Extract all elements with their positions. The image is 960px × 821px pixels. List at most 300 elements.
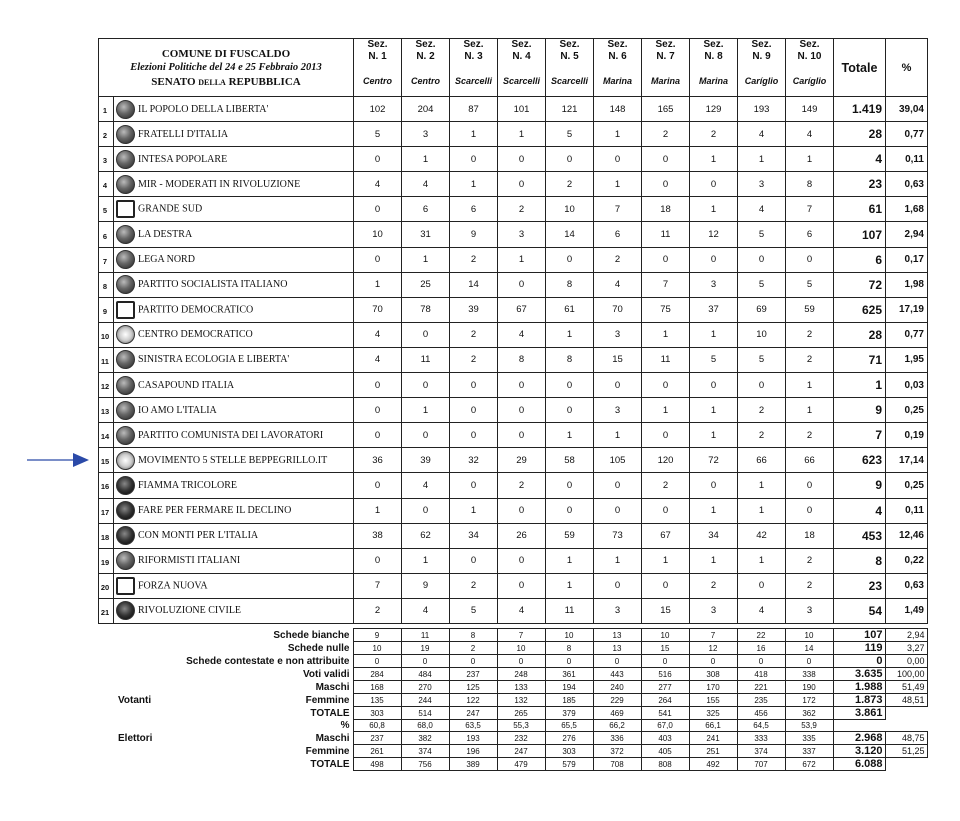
vote-cell: 4 bbox=[402, 598, 450, 623]
vote-cell: 26 bbox=[498, 523, 546, 548]
party-name: IL POPOLO DELLA LIBERTA' bbox=[138, 103, 269, 115]
summary-cell: 492 bbox=[689, 758, 737, 771]
vote-cell: 0 bbox=[738, 573, 786, 598]
vote-cell: 1 bbox=[450, 172, 498, 197]
vote-cell: 36 bbox=[354, 448, 402, 473]
summary-total: 3.861 bbox=[833, 707, 885, 720]
vote-cell: 101 bbox=[498, 97, 546, 122]
vote-cell: 1 bbox=[450, 498, 498, 523]
vote-cell: 4 bbox=[786, 122, 834, 147]
vote-cell: 4 bbox=[738, 197, 786, 222]
summary-cell: 0 bbox=[641, 655, 689, 668]
vote-cell: 0 bbox=[594, 473, 642, 498]
summary-cell: 479 bbox=[497, 758, 545, 771]
party-number: 4 bbox=[99, 172, 114, 197]
arrow-right-icon bbox=[27, 452, 91, 468]
vote-cell: 0 bbox=[450, 548, 498, 573]
party-number: 11 bbox=[99, 347, 114, 372]
summary-cell: 469 bbox=[593, 707, 641, 720]
vote-cell: 87 bbox=[450, 97, 498, 122]
vote-cell: 5 bbox=[738, 272, 786, 297]
party-row bbox=[99, 347, 928, 372]
party-number: 2 bbox=[99, 122, 114, 147]
summary-cell: 68,0 bbox=[401, 720, 449, 732]
vote-cell: 11 bbox=[546, 598, 594, 623]
summary-cell: 338 bbox=[785, 668, 833, 681]
elettori-totale-row bbox=[98, 758, 927, 771]
vote-cell: 2 bbox=[738, 398, 786, 423]
summary-cell: 66,1 bbox=[689, 720, 737, 732]
vote-cell: 66 bbox=[786, 448, 834, 473]
summary-cell: 8 bbox=[545, 642, 593, 655]
vote-cell: 5 bbox=[738, 347, 786, 372]
party-total: 9 bbox=[834, 473, 886, 498]
summary-cell: 12 bbox=[689, 642, 737, 655]
party-total: 23 bbox=[834, 172, 886, 197]
section-header: Sez. N. 4 Scarcelli bbox=[498, 39, 546, 97]
votanti-maschi-row-label: Maschi bbox=[315, 681, 350, 693]
pcl-logo bbox=[116, 426, 135, 445]
vote-cell: 1 bbox=[546, 322, 594, 347]
vote-cell: 204 bbox=[402, 97, 450, 122]
vote-cell: 4 bbox=[498, 322, 546, 347]
party-number: 20 bbox=[99, 573, 114, 598]
vote-cell: 0 bbox=[402, 498, 450, 523]
summary-cell: 221 bbox=[737, 681, 785, 694]
summary-percent: 48,75 bbox=[885, 732, 927, 745]
party-name-cell bbox=[114, 247, 354, 272]
party-row bbox=[99, 297, 928, 322]
summary-cell: 264 bbox=[641, 694, 689, 707]
vote-cell: 1 bbox=[546, 423, 594, 448]
summary-cell: 10 bbox=[545, 629, 593, 642]
vote-cell: 2 bbox=[498, 197, 546, 222]
party-percent: 1,98 bbox=[886, 272, 928, 297]
summary-cell: 14 bbox=[785, 642, 833, 655]
pdl-logo bbox=[116, 100, 135, 119]
party-row bbox=[99, 498, 928, 523]
party-name-cell bbox=[114, 347, 354, 372]
elettori-maschi-row bbox=[98, 732, 927, 745]
schede-nulle-row-label: Schede nulle bbox=[287, 642, 350, 654]
summary-cell: 261 bbox=[353, 745, 401, 758]
summary-cell: 122 bbox=[449, 694, 497, 707]
party-total: 4 bbox=[834, 498, 886, 523]
vote-cell: 0 bbox=[690, 473, 738, 498]
vote-cell: 2 bbox=[786, 573, 834, 598]
party-name-cell bbox=[114, 97, 354, 122]
summary-percent: 2,94 bbox=[885, 629, 927, 642]
vote-cell: 0 bbox=[354, 473, 402, 498]
summary-cell: 15 bbox=[641, 642, 689, 655]
section-header: Sez. N. 2 Centro bbox=[402, 39, 450, 97]
vote-cell: 0 bbox=[690, 172, 738, 197]
summary-percent: 3,27 bbox=[885, 642, 927, 655]
summary-total: 0 bbox=[833, 655, 885, 668]
vote-cell: 0 bbox=[402, 322, 450, 347]
vote-cell: 72 bbox=[690, 448, 738, 473]
vote-cell: 0 bbox=[786, 247, 834, 272]
vote-cell: 37 bbox=[690, 297, 738, 322]
vote-cell: 9 bbox=[402, 573, 450, 598]
vote-cell: 0 bbox=[786, 473, 834, 498]
summary-cell: 67,0 bbox=[641, 720, 689, 732]
vote-cell: 4 bbox=[738, 122, 786, 147]
vote-cell: 0 bbox=[498, 573, 546, 598]
section-header: Sez. N. 1 Centro bbox=[354, 39, 402, 97]
party-name-cell bbox=[114, 398, 354, 423]
summary-cell: 237 bbox=[449, 668, 497, 681]
vote-cell: 0 bbox=[594, 573, 642, 598]
party-total: 71 bbox=[834, 347, 886, 372]
vote-cell: 3 bbox=[690, 598, 738, 623]
vote-cell: 2 bbox=[786, 322, 834, 347]
party-name: MOVIMENTO 5 STELLE BEPPEGRILLO.IT bbox=[138, 454, 328, 466]
votanti-maschi-row bbox=[98, 681, 927, 694]
vote-cell: 5 bbox=[354, 122, 402, 147]
vote-cell: 1 bbox=[402, 398, 450, 423]
summary-cell: 303 bbox=[353, 707, 401, 720]
summary-cell: 229 bbox=[593, 694, 641, 707]
vote-cell: 2 bbox=[450, 247, 498, 272]
summary-table bbox=[98, 628, 928, 771]
votanti-totale-row-label: TOTALE bbox=[310, 707, 350, 719]
summary-percent: 48,51 bbox=[885, 694, 927, 707]
summary-total: 3.120 bbox=[833, 745, 885, 758]
party-row bbox=[99, 573, 928, 598]
vote-cell: 1 bbox=[642, 548, 690, 573]
summary-cell: 55,3 bbox=[497, 720, 545, 732]
vote-cell: 14 bbox=[450, 272, 498, 297]
vote-cell: 1 bbox=[642, 398, 690, 423]
section-header: Sez. N. 3 Scarcelli bbox=[450, 39, 498, 97]
vote-cell: 0 bbox=[498, 498, 546, 523]
vote-cell: 10 bbox=[546, 197, 594, 222]
summary-cell: 196 bbox=[449, 745, 497, 758]
summary-cell: 756 bbox=[401, 758, 449, 771]
summary-cell: 308 bbox=[689, 668, 737, 681]
party-number: 17 bbox=[99, 498, 114, 523]
party-name-cell bbox=[114, 523, 354, 548]
votanti-totale-row bbox=[98, 707, 927, 720]
vote-cell: 2 bbox=[546, 172, 594, 197]
party-percent: 0,11 bbox=[886, 147, 928, 172]
party-total: 28 bbox=[834, 322, 886, 347]
vote-cell: 1 bbox=[690, 398, 738, 423]
summary-cell: 418 bbox=[737, 668, 785, 681]
party-name: SINISTRA ECOLOGIA E LIBERTA' bbox=[138, 354, 290, 366]
party-total: 7 bbox=[834, 423, 886, 448]
party-total: 107 bbox=[834, 222, 886, 247]
vote-cell: 4 bbox=[738, 598, 786, 623]
party-total: 61 bbox=[834, 197, 886, 222]
summary-cell: 276 bbox=[545, 732, 593, 745]
vote-cell: 4 bbox=[354, 322, 402, 347]
summary-total: 119 bbox=[833, 642, 885, 655]
party-name: MIR - MODERATI IN RIVOLUZIONE bbox=[138, 178, 301, 190]
summary-cell: 65,5 bbox=[545, 720, 593, 732]
summary-cell: 372 bbox=[593, 745, 641, 758]
forza-nuova-logo bbox=[116, 577, 135, 595]
section-header: Sez. N. 5 Scarcelli bbox=[546, 39, 594, 97]
summary-total: 3.635 bbox=[833, 668, 885, 681]
vote-cell: 0 bbox=[594, 147, 642, 172]
vote-cell: 39 bbox=[450, 297, 498, 322]
grande-sud-logo bbox=[116, 200, 135, 218]
vote-cell: 66 bbox=[738, 448, 786, 473]
party-name: GRANDE SUD bbox=[138, 203, 203, 215]
rivoluzione-civile-logo bbox=[116, 601, 135, 620]
party-row bbox=[99, 322, 928, 347]
party-total: 625 bbox=[834, 297, 886, 322]
vote-cell: 2 bbox=[786, 548, 834, 573]
summary-cell: 374 bbox=[737, 745, 785, 758]
vote-cell: 0 bbox=[450, 398, 498, 423]
party-name-cell bbox=[114, 222, 354, 247]
summary-cell: 707 bbox=[737, 758, 785, 771]
party-row bbox=[99, 448, 928, 473]
summary-cell: 0 bbox=[449, 655, 497, 668]
vote-cell: 10 bbox=[738, 322, 786, 347]
summary-cell: 708 bbox=[593, 758, 641, 771]
vote-cell: 3 bbox=[738, 172, 786, 197]
summary-percent: 100,00 bbox=[885, 668, 927, 681]
vote-cell: 0 bbox=[690, 373, 738, 398]
vote-cell: 0 bbox=[546, 498, 594, 523]
total-header: Totale bbox=[834, 39, 886, 97]
vote-cell: 5 bbox=[738, 222, 786, 247]
summary-cell: 2 bbox=[449, 642, 497, 655]
party-name-cell bbox=[114, 548, 354, 573]
schede-bianche-row bbox=[98, 629, 927, 642]
summary-cell: 247 bbox=[449, 707, 497, 720]
vote-cell: 32 bbox=[450, 448, 498, 473]
vote-cell: 121 bbox=[546, 97, 594, 122]
vote-cell: 18 bbox=[786, 523, 834, 548]
vote-cell: 3 bbox=[594, 598, 642, 623]
vote-cell: 1 bbox=[594, 548, 642, 573]
summary-cell: 247 bbox=[497, 745, 545, 758]
vote-cell: 0 bbox=[594, 498, 642, 523]
vote-cell: 1 bbox=[546, 573, 594, 598]
vote-cell: 0 bbox=[450, 147, 498, 172]
summary-cell: 248 bbox=[497, 668, 545, 681]
party-name: LA DESTRA bbox=[138, 229, 193, 241]
summary-cell: 8 bbox=[449, 629, 497, 642]
vote-cell: 25 bbox=[402, 272, 450, 297]
party-percent: 0,25 bbox=[886, 398, 928, 423]
vote-cell: 0 bbox=[354, 373, 402, 398]
vote-cell: 6 bbox=[450, 197, 498, 222]
party-row bbox=[99, 222, 928, 247]
vote-cell: 1 bbox=[690, 548, 738, 573]
vote-cell: 10 bbox=[354, 222, 402, 247]
party-name-cell bbox=[114, 598, 354, 623]
party-name-cell bbox=[114, 147, 354, 172]
voti-validi-row-label: Voti validi bbox=[303, 668, 350, 680]
vote-cell: 2 bbox=[738, 423, 786, 448]
vote-cell: 120 bbox=[642, 448, 690, 473]
party-name: FORZA NUOVA bbox=[138, 580, 208, 592]
vote-cell: 1 bbox=[546, 548, 594, 573]
summary-cell: 335 bbox=[785, 732, 833, 745]
party-row bbox=[99, 172, 928, 197]
summary-cell: 237 bbox=[353, 732, 401, 745]
vote-cell: 4 bbox=[594, 272, 642, 297]
party-number: 18 bbox=[99, 523, 114, 548]
summary-total: 6.088 bbox=[833, 758, 885, 771]
party-name: FIAMMA TRICOLORE bbox=[138, 479, 237, 491]
party-total: 9 bbox=[834, 398, 886, 423]
title-elezioni: Elezioni Politiche del 24 e 25 Febbraio 2013 bbox=[130, 61, 322, 73]
summary-cell: 405 bbox=[641, 745, 689, 758]
mir-logo bbox=[116, 175, 135, 194]
party-name: CENTRO DEMOCRATICO bbox=[138, 329, 253, 341]
summary-cell: 9 bbox=[353, 629, 401, 642]
vote-cell: 11 bbox=[642, 222, 690, 247]
vote-cell: 78 bbox=[402, 297, 450, 322]
vote-cell: 2 bbox=[642, 473, 690, 498]
party-percent: 1,68 bbox=[886, 197, 928, 222]
summary-cell: 10 bbox=[353, 642, 401, 655]
summary-cell: 170 bbox=[689, 681, 737, 694]
vote-cell: 1 bbox=[690, 322, 738, 347]
summary-cell: 132 bbox=[497, 694, 545, 707]
m5s-logo bbox=[116, 451, 135, 470]
party-row bbox=[99, 598, 928, 623]
vote-cell: 61 bbox=[546, 297, 594, 322]
party-percent: 0,19 bbox=[886, 423, 928, 448]
party-total: 23 bbox=[834, 573, 886, 598]
vote-cell: 2 bbox=[786, 347, 834, 372]
vote-cell: 42 bbox=[738, 523, 786, 548]
section-header: Sez. N. 7 Marina bbox=[642, 39, 690, 97]
vote-cell: 1 bbox=[738, 473, 786, 498]
vote-cell: 7 bbox=[642, 272, 690, 297]
party-name: FARE PER FERMARE IL DECLINO bbox=[138, 505, 292, 517]
vote-cell: 7 bbox=[786, 197, 834, 222]
vote-cell: 0 bbox=[738, 247, 786, 272]
vote-cell: 5 bbox=[450, 598, 498, 623]
vote-cell: 29 bbox=[498, 448, 546, 473]
party-name-cell bbox=[114, 473, 354, 498]
vote-cell: 0 bbox=[786, 498, 834, 523]
party-row bbox=[99, 398, 928, 423]
summary-cell: 0 bbox=[737, 655, 785, 668]
party-name: CASAPOUND ITALIA bbox=[138, 379, 235, 391]
vote-cell: 70 bbox=[354, 297, 402, 322]
vote-cell: 0 bbox=[546, 398, 594, 423]
vote-cell: 6 bbox=[786, 222, 834, 247]
vote-cell: 3 bbox=[690, 272, 738, 297]
summary-cell: 63,5 bbox=[449, 720, 497, 732]
vote-cell: 8 bbox=[786, 172, 834, 197]
vote-cell: 8 bbox=[546, 347, 594, 372]
vote-cell: 165 bbox=[642, 97, 690, 122]
voti-validi-row bbox=[98, 668, 927, 681]
summary-cell: 185 bbox=[545, 694, 593, 707]
vote-cell: 6 bbox=[594, 222, 642, 247]
party-total: 1.419 bbox=[834, 97, 886, 122]
party-number: 12 bbox=[99, 373, 114, 398]
party-number: 21 bbox=[99, 598, 114, 623]
party-percent: 0,03 bbox=[886, 373, 928, 398]
vote-cell: 0 bbox=[594, 373, 642, 398]
party-total: 8 bbox=[834, 548, 886, 573]
summary-cell: 516 bbox=[641, 668, 689, 681]
vote-cell: 34 bbox=[450, 523, 498, 548]
vote-cell: 0 bbox=[498, 548, 546, 573]
vote-cell: 0 bbox=[546, 247, 594, 272]
vote-cell: 1 bbox=[354, 272, 402, 297]
summary-cell: 382 bbox=[401, 732, 449, 745]
party-percent: 0,22 bbox=[886, 548, 928, 573]
vote-cell: 1 bbox=[690, 197, 738, 222]
summary-total: 1.988 bbox=[833, 681, 885, 694]
vote-cell: 3 bbox=[786, 598, 834, 623]
summary-cell: 336 bbox=[593, 732, 641, 745]
vote-cell: 1 bbox=[690, 498, 738, 523]
pd-logo bbox=[116, 301, 135, 319]
summary-percent: 0,00 bbox=[885, 655, 927, 668]
vote-cell: 2 bbox=[690, 573, 738, 598]
vote-cell: 1 bbox=[738, 548, 786, 573]
votanti-femmine-row-label: Votanti Femmine bbox=[118, 694, 350, 706]
group-label: Votanti bbox=[118, 694, 152, 706]
summary-cell: 403 bbox=[641, 732, 689, 745]
section-header: Sez. N. 8 Marina bbox=[690, 39, 738, 97]
summary-cell: 244 bbox=[401, 694, 449, 707]
fiamma-logo bbox=[116, 476, 135, 495]
vote-cell: 1 bbox=[690, 423, 738, 448]
vote-cell: 129 bbox=[690, 97, 738, 122]
vote-cell: 1 bbox=[354, 498, 402, 523]
vote-cell: 0 bbox=[450, 423, 498, 448]
summary-cell: 284 bbox=[353, 668, 401, 681]
party-total: 72 bbox=[834, 272, 886, 297]
summary-cell: 155 bbox=[689, 694, 737, 707]
summary-cell: 0 bbox=[545, 655, 593, 668]
summary-cell: 374 bbox=[401, 745, 449, 758]
vote-cell: 70 bbox=[594, 297, 642, 322]
summary-total: 107 bbox=[833, 629, 885, 642]
summary-cell: 66,2 bbox=[593, 720, 641, 732]
cd-logo bbox=[116, 325, 135, 344]
summary-cell: 361 bbox=[545, 668, 593, 681]
summary-cell: 64,5 bbox=[737, 720, 785, 732]
party-name: CON MONTI PER L'ITALIA bbox=[138, 530, 259, 542]
title-senato: SENATO della REPUBBLICA bbox=[151, 75, 301, 88]
vote-cell: 38 bbox=[354, 523, 402, 548]
party-row bbox=[99, 473, 928, 498]
elettori-maschi-row-label: Elettori Maschi bbox=[118, 732, 350, 744]
vote-cell: 1 bbox=[498, 247, 546, 272]
section-header: Sez. N. 10 Caríglio bbox=[786, 39, 834, 97]
party-name-cell bbox=[114, 423, 354, 448]
vote-cell: 193 bbox=[738, 97, 786, 122]
party-name-cell bbox=[114, 322, 354, 347]
vote-cell: 0 bbox=[498, 272, 546, 297]
vote-cell: 62 bbox=[402, 523, 450, 548]
vote-cell: 18 bbox=[642, 197, 690, 222]
vote-cell: 11 bbox=[402, 347, 450, 372]
summary-cell: 672 bbox=[785, 758, 833, 771]
summary-cell: 7 bbox=[689, 629, 737, 642]
summary-cell: 240 bbox=[593, 681, 641, 694]
group-label: Elettori bbox=[118, 732, 153, 744]
party-percent: 0,63 bbox=[886, 573, 928, 598]
summary-cell: 53,9 bbox=[785, 720, 833, 732]
